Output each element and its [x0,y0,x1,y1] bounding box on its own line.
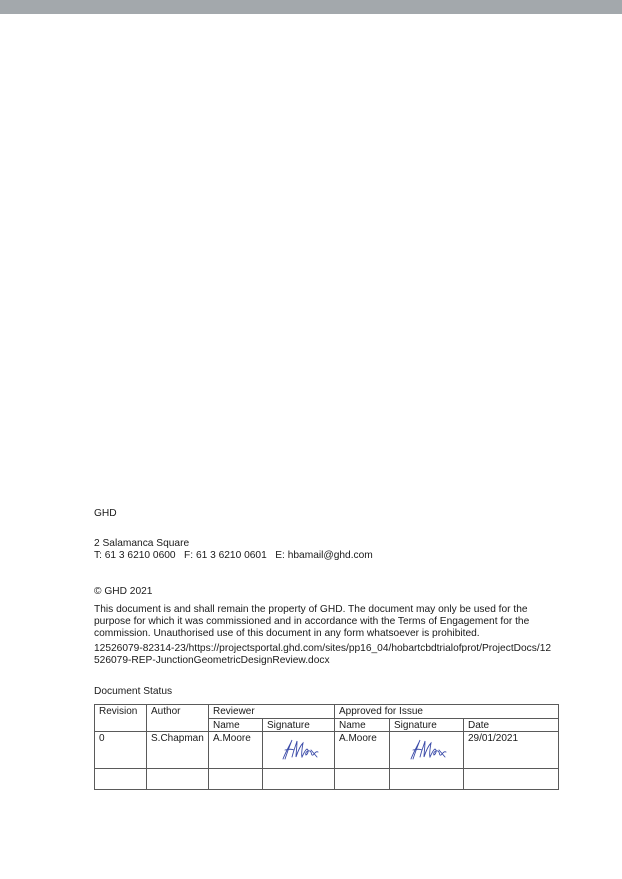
company-address [94,538,554,562]
approver-name-header: Name [335,718,390,732]
reviewer-signature-header: Signature [263,718,335,732]
author-header: Author [147,705,209,732]
empty-cell [147,769,209,790]
approver-name-cell: A.Moore [335,732,390,769]
table-header-row [95,705,559,719]
revision-header: Revision [95,705,147,732]
document-status-heading: Document Status [94,686,173,697]
reviewer-header: Reviewer [209,705,335,719]
approver-signature-header: Signature [390,718,464,732]
table-row [95,769,559,790]
empty-cell [335,769,390,790]
approved-for-issue-header: Approved for Issue [335,705,559,719]
document-file-path: 12526079-82314-23/https://projectsportal.ghd.com/sites/pp16_04/hobartcbdtrialofprot/ProjectDocs/12526079-REP-JunctionGeometricDesignReview.docx [94,643,552,667]
handwritten-signature-icon [405,735,449,763]
reviewer-name-cell: A.Moore [209,732,263,769]
date-cell: 29/01/2021 [464,732,559,769]
reviewer-signature-cell [263,732,335,769]
author-cell: S.Chapman [147,732,209,769]
handwritten-signature-icon [277,735,321,763]
table-row [95,732,559,769]
disclaimer-text: This document is and shall remain the property of GHD. The document may only be used for the purpose for which it was commissioned and in accordance with the Terms of Engagement for the commission. Unauthorised use of this document in any form whatsoever is prohibited. [94,604,530,640]
empty-cell [209,769,263,790]
revision-cell: 0 [95,732,147,769]
contact-line: T: 61 3 6210 0600 F: 61 3 6210 0601 E: hbamail@ghd.com [94,550,373,562]
document-status-table [94,704,559,790]
empty-cell [263,769,335,790]
empty-cell [464,769,559,790]
reviewer-name-header: Name [209,718,263,732]
company-name: GHD [94,508,117,519]
empty-cell [95,769,147,790]
header-bar [0,0,622,14]
copyright-notice: © GHD 2021 [94,586,153,597]
street-address: 2 Salamanca Square [94,538,190,549]
empty-cell [390,769,464,790]
approver-signature-cell [390,732,464,769]
date-header: Date [464,718,559,732]
